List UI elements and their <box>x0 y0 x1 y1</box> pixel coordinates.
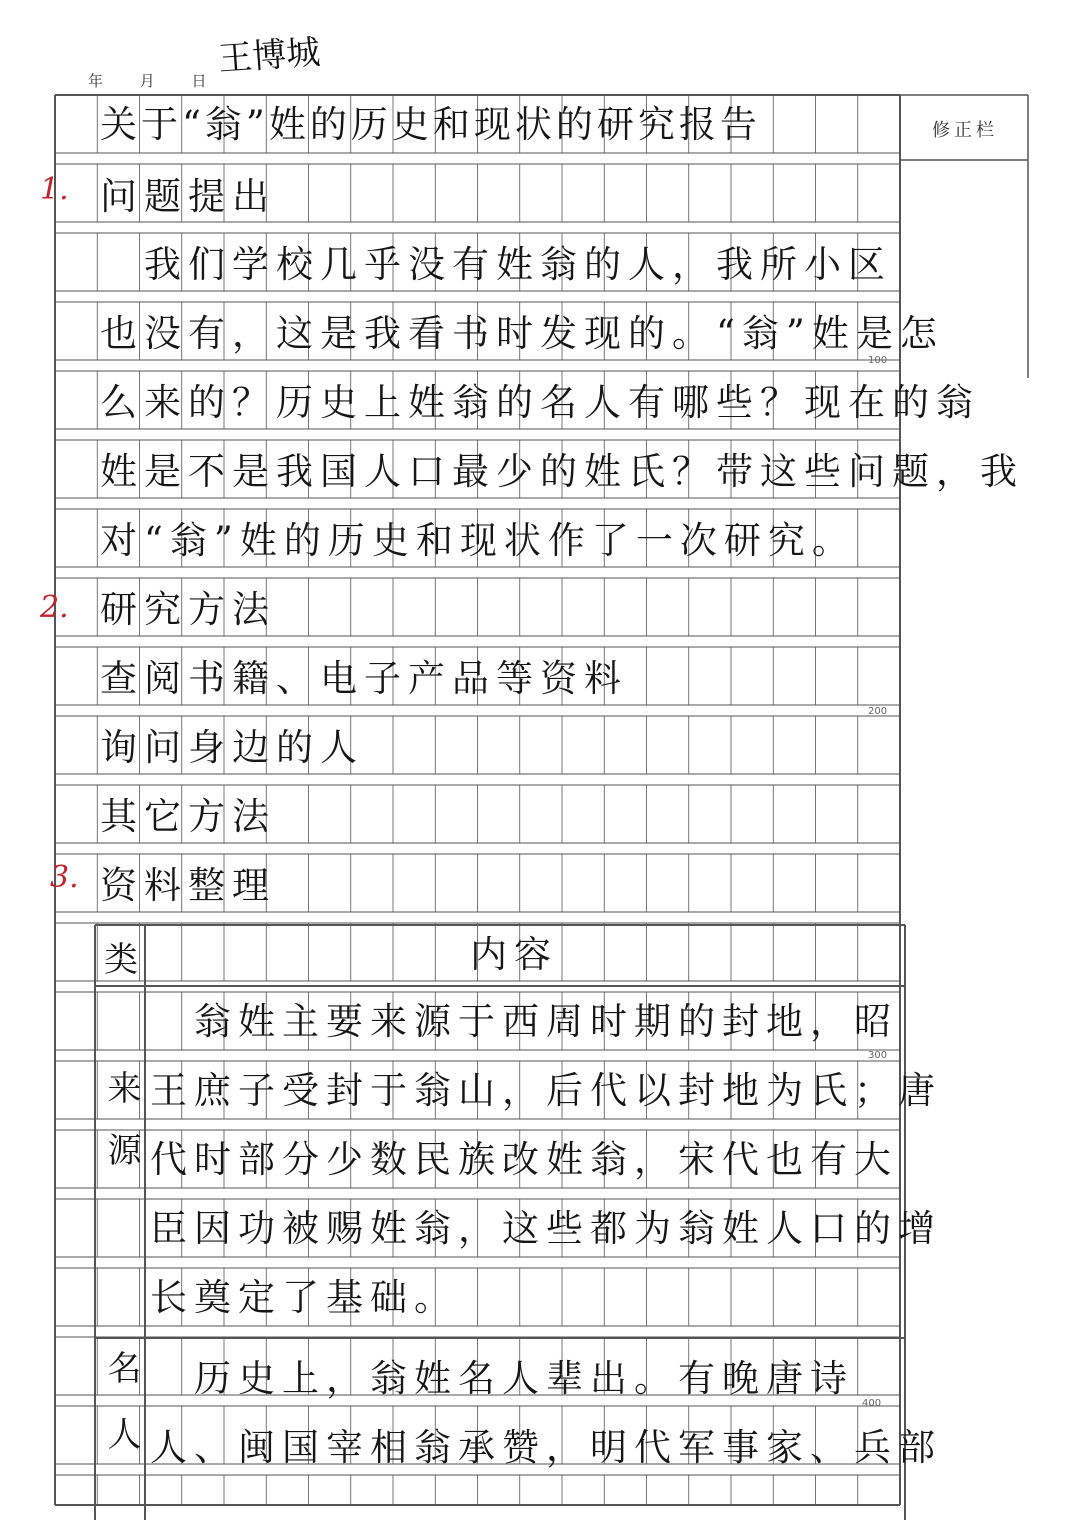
category-char: 来源 <box>101 1070 141 1194</box>
table-header-content: 内容 <box>470 933 558 976</box>
text-line: 查阅书籍、电子产品等资料 <box>100 657 628 700</box>
report-title: 关于“翁”姓的历史和现状的研究报告 <box>100 103 761 146</box>
section-heading: 研究方法 <box>100 588 276 631</box>
table-header-category: 类 <box>104 940 138 980</box>
text-line: 询问身边的人 <box>100 726 364 769</box>
section-heading: 问题提出 <box>100 175 276 218</box>
author-name: 王博城 <box>216 32 322 80</box>
text-line: 其它方法 <box>100 795 276 838</box>
section-number: 3. <box>50 860 79 895</box>
text-line: 我们学校几乎没有姓翁的人，我所小区 <box>100 243 892 286</box>
char-count-mark: 200 <box>868 706 888 717</box>
section-heading: 资料整理 <box>100 864 276 907</box>
section-number: 1. <box>40 172 69 207</box>
table-cell-line: 历史上，翁姓名人辈出。有晚唐诗 <box>150 1357 854 1400</box>
table-cell-line: 王庶子受封于翁山，后代以封地为氏；唐 <box>150 1069 942 1112</box>
table-cell-line: 翁姓主要来源于西周时期的封地，昭 <box>150 1000 898 1043</box>
text-line: 么来的？历史上姓翁的名人有哪些？现在的翁 <box>100 381 980 424</box>
table-cell-line: 代时部分少数民族改姓翁，宋代也有大 <box>150 1138 898 1181</box>
table-row-category-2 <box>101 1350 141 1482</box>
text-line: 也没有，这是我看书时发现的。“翁”姓是怎 <box>100 312 944 355</box>
date-label: 年 月 日 <box>88 72 223 90</box>
section-number: 2. <box>40 590 69 625</box>
char-count-mark: 100 <box>868 355 888 366</box>
table-cell-line: 人、闽国宰相翁承赞，明代军事家、兵部 <box>150 1426 942 1469</box>
char-count-mark: 300 <box>868 1050 888 1061</box>
text-line: 对“翁”姓的历史和现状作了一次研究。 <box>100 519 856 562</box>
text-line: 姓是不是我国人口最少的姓氏？带这些问题，我 <box>100 450 1024 493</box>
table-row-category-1 <box>101 1070 141 1194</box>
correction-column-header: 修正栏 <box>932 120 998 141</box>
table-cell-line: 长奠定了基础。 <box>150 1276 458 1319</box>
category-char: 名人 <box>101 1350 141 1482</box>
char-count-mark: 400 <box>862 1398 882 1409</box>
table-cell-line: 臣因功被赐姓翁，这些都为翁姓人口的增 <box>150 1207 942 1250</box>
